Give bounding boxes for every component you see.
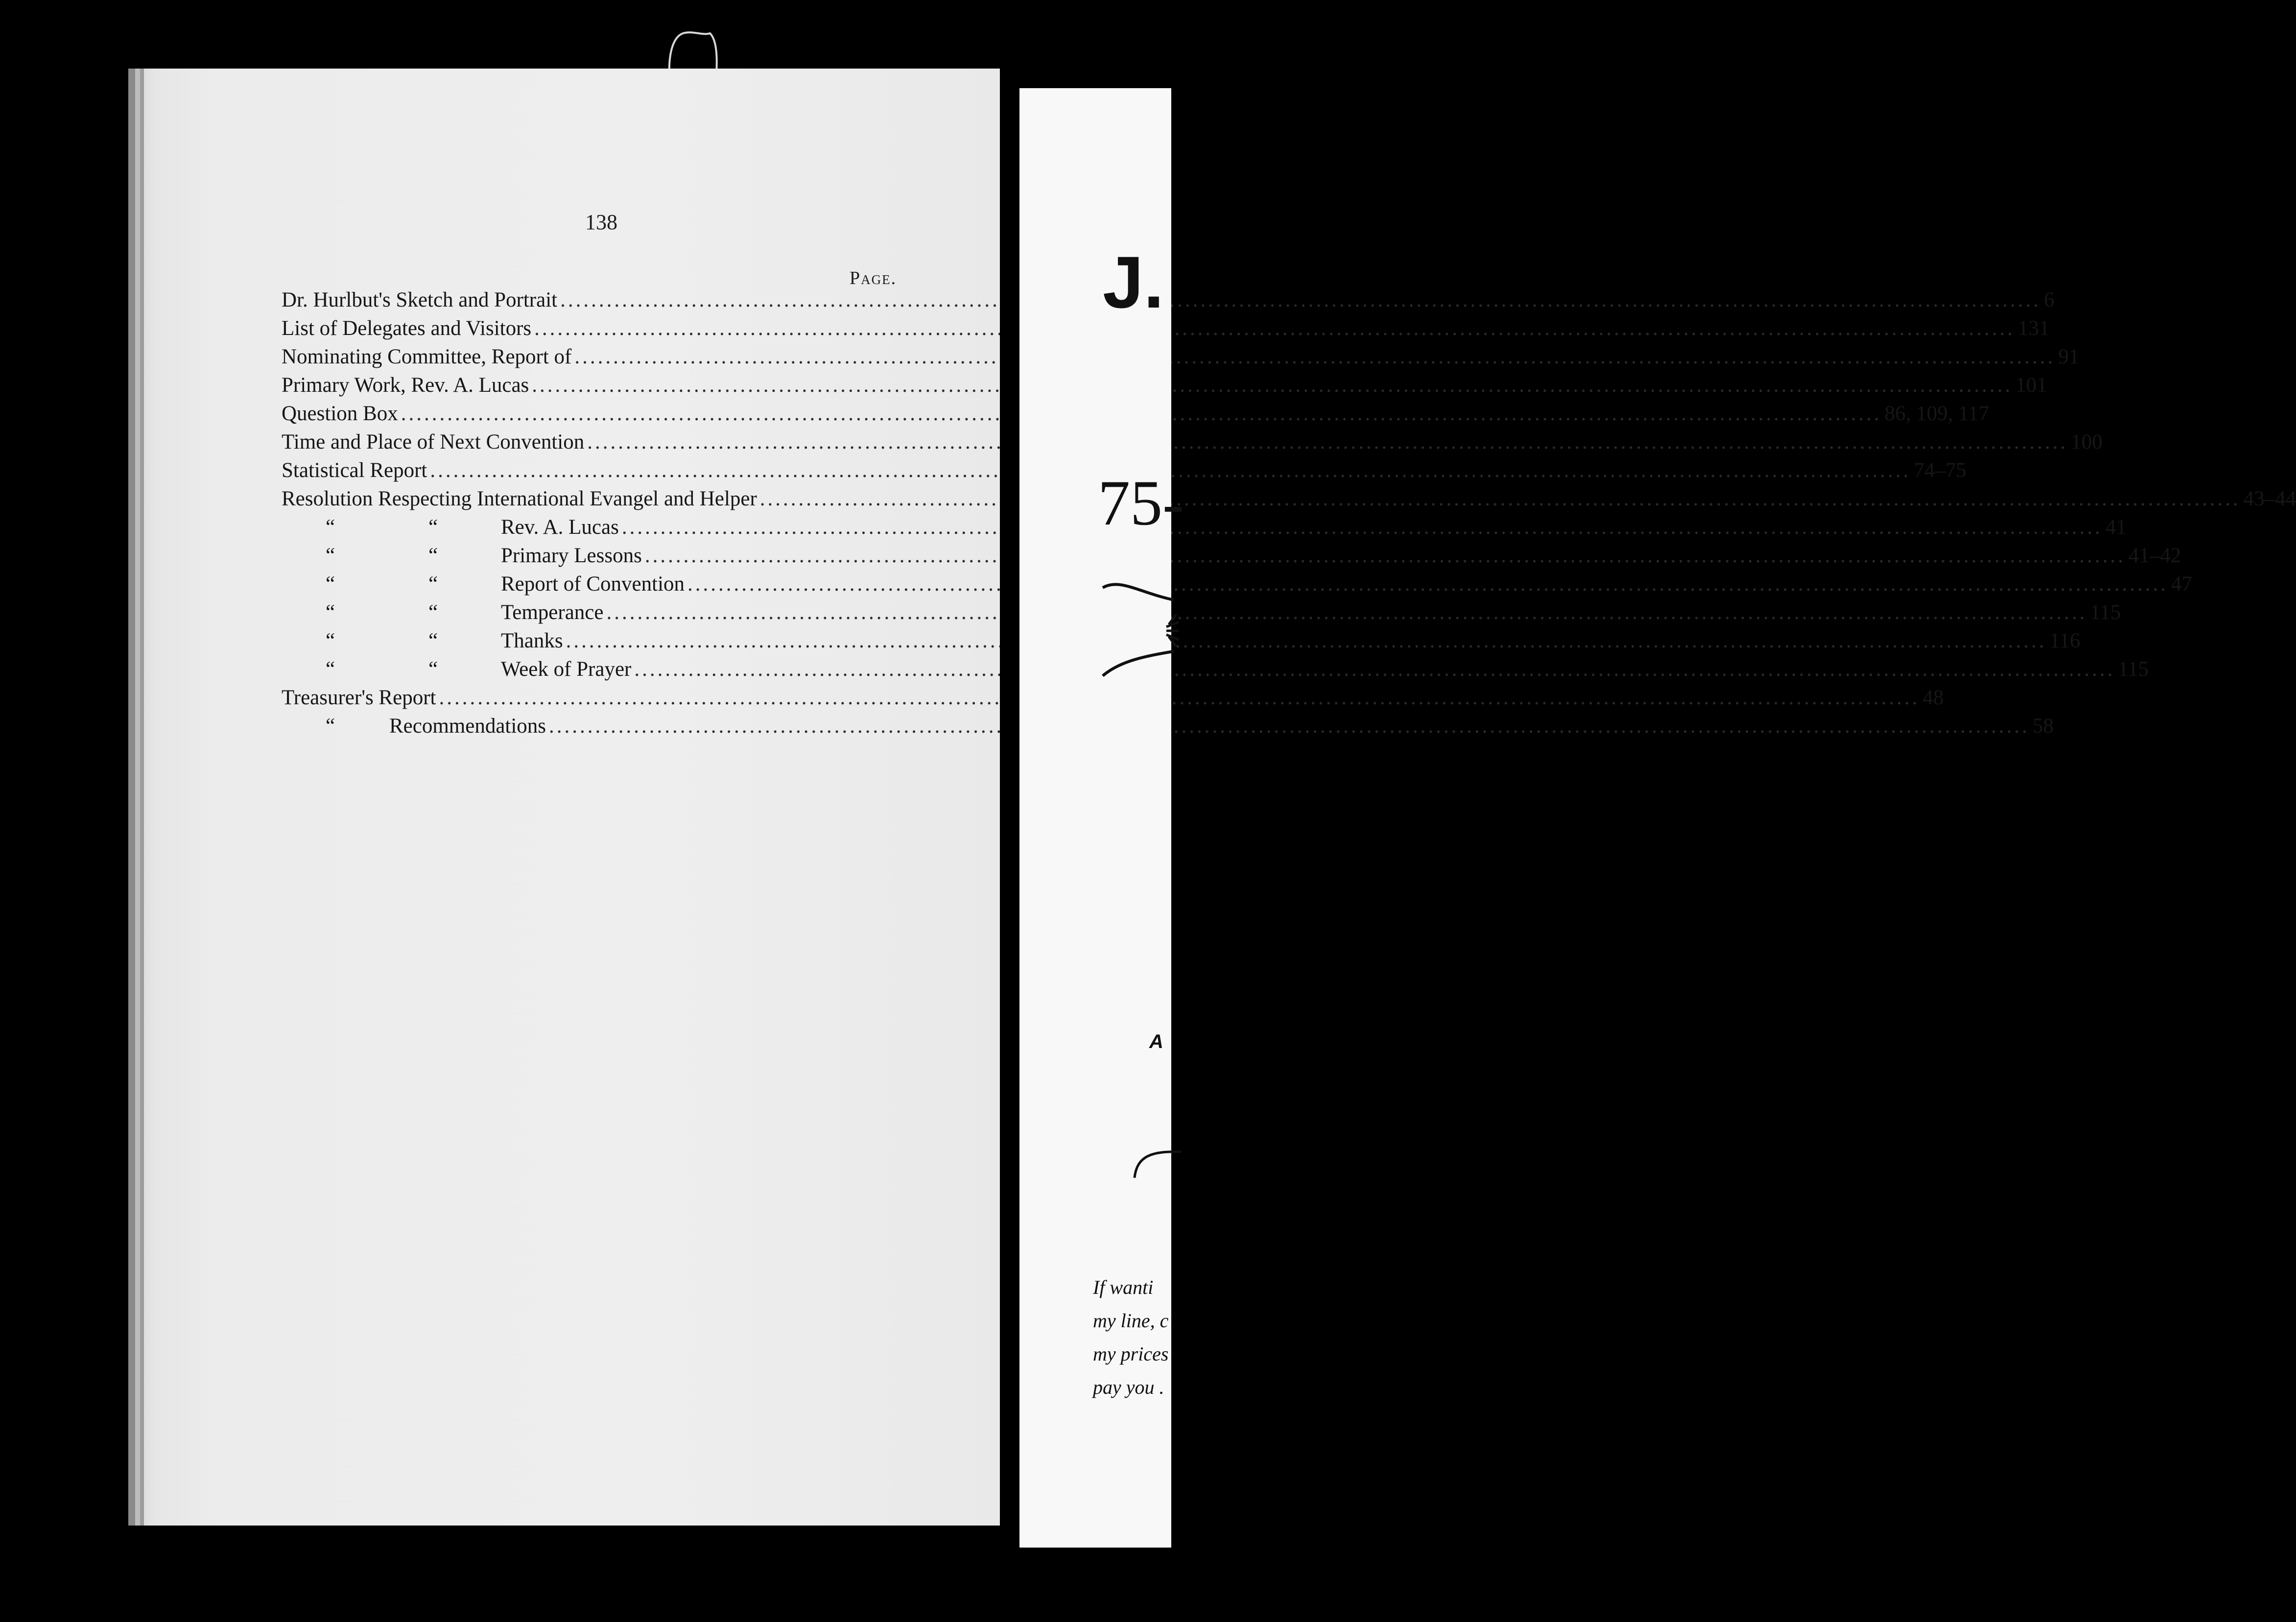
ditto-mark: “	[326, 601, 335, 624]
ornament-icon	[1100, 578, 1179, 705]
entry-label: Primary Lessons	[501, 544, 642, 567]
italic-line: my prices	[1093, 1343, 1169, 1365]
index-subentry	[282, 572, 2193, 600]
index-subentry	[282, 515, 2127, 544]
entry-label: List of Delegates and Visitors	[282, 317, 532, 340]
page-number: 138	[585, 210, 617, 234]
entry-label: Report of Convention	[501, 572, 685, 596]
entry-page: 100	[2071, 430, 2103, 453]
ditto-mark: “	[326, 516, 335, 539]
ditto-mark: “	[326, 715, 335, 738]
ditto-mark: “	[428, 572, 438, 596]
italic-line: my line, c	[1093, 1310, 1169, 1332]
index-entry	[282, 402, 1989, 430]
index-entry	[282, 288, 2055, 316]
entry-label: Resolution Respecting International Evangel and Helper	[282, 487, 757, 510]
ditto-mark: “	[326, 544, 335, 567]
ditto-mark: “	[428, 516, 438, 539]
page-edge	[128, 69, 135, 1526]
index-subentry	[282, 714, 2054, 742]
entry-label: Time and Place of Next Convention	[282, 430, 585, 453]
advertisement-italic-text	[1093, 1271, 1168, 1404]
dot-leader	[557, 288, 2044, 312]
ditto-mark: “	[428, 544, 438, 567]
ditto-mark: “	[428, 658, 438, 681]
entry-page: 58	[2033, 715, 2054, 738]
entry-page: 41–42	[2128, 544, 2181, 567]
dot-leader	[436, 686, 1922, 710]
dot-leader	[603, 600, 2090, 624]
ditto-mark: “	[326, 629, 335, 652]
entry-page: 41	[2105, 516, 2127, 539]
advertisement-title-fragment: J.	[1103, 241, 1164, 323]
ditto-mark: “	[428, 629, 438, 652]
ditto-mark: “	[326, 658, 335, 681]
entry-page: 101	[2015, 374, 2047, 397]
entry-page: 74–75	[1914, 459, 1966, 482]
book-gutter	[1000, 88, 1019, 1548]
entry-page: 6	[2044, 288, 2055, 311]
entry-page: 91	[2058, 345, 2080, 368]
entry-label: Nominating Committee, Report of	[282, 345, 572, 368]
entry-label: Primary Work, Rev. A. Lucas	[282, 374, 529, 397]
entry-label: Dr. Hurlbut's Sketch and Portrait	[282, 288, 558, 311]
index-entry	[282, 316, 2050, 345]
advertisement-caps-fragment: A	[1149, 1031, 1163, 1052]
dot-leader	[584, 430, 2071, 454]
index-subentry	[282, 600, 2121, 629]
index-entry	[282, 686, 1944, 714]
right-page	[1019, 88, 1184, 1548]
ditto-mark: “	[428, 601, 438, 624]
index-entry	[282, 430, 2103, 458]
index-subentry	[282, 657, 2149, 686]
index-entry	[282, 458, 1966, 487]
index-entry	[282, 345, 2080, 373]
entry-label: Rev. A. Lucas	[501, 516, 619, 539]
dot-leader	[563, 629, 2050, 653]
ornament-curve-icon	[1132, 1146, 1181, 1180]
dot-leader	[571, 345, 2058, 369]
page-edge	[140, 69, 144, 1526]
entry-page: 86, 109, 117	[1884, 402, 1989, 425]
advertisement-number-fragment: 75-	[1098, 467, 1184, 539]
entry-page: 43–44	[2243, 487, 2296, 510]
entry-page: 48	[1922, 686, 1944, 709]
entry-label: Treasurer's Report	[282, 686, 436, 709]
entry-page: 115	[2090, 601, 2121, 624]
dot-leader	[685, 572, 2171, 596]
entry-label: Week of Prayer	[501, 658, 632, 681]
page-edge	[135, 69, 140, 1526]
dot-leader	[546, 714, 2033, 738]
index-entry	[282, 487, 2296, 515]
index-subentry	[282, 544, 2181, 572]
entry-page: 115	[2118, 658, 2149, 681]
dot-leader	[757, 487, 2244, 511]
italic-line: If wanti	[1093, 1276, 1154, 1298]
dot-leader	[631, 657, 2118, 681]
index-subentry	[282, 629, 2081, 657]
dot-leader	[529, 373, 2015, 397]
dot-leader	[531, 316, 2018, 340]
page-column-header: Page.	[850, 268, 897, 288]
entry-label: Question Box	[282, 402, 398, 425]
entry-page: 47	[2171, 572, 2193, 596]
index-entry	[282, 373, 2047, 402]
ditto-mark: “	[326, 572, 335, 596]
entry-label: Recommendations	[389, 715, 546, 738]
entry-label: Statistical Report	[282, 459, 427, 482]
index-list	[282, 288, 2296, 742]
entry-label: Temperance	[501, 601, 604, 624]
entry-label: Thanks	[501, 629, 563, 652]
dot-leader	[642, 544, 2129, 568]
entry-page: 116	[2049, 629, 2081, 652]
entry-page: 131	[2018, 317, 2050, 340]
italic-line: pay you .	[1093, 1376, 1164, 1398]
dot-leader	[619, 515, 2106, 539]
